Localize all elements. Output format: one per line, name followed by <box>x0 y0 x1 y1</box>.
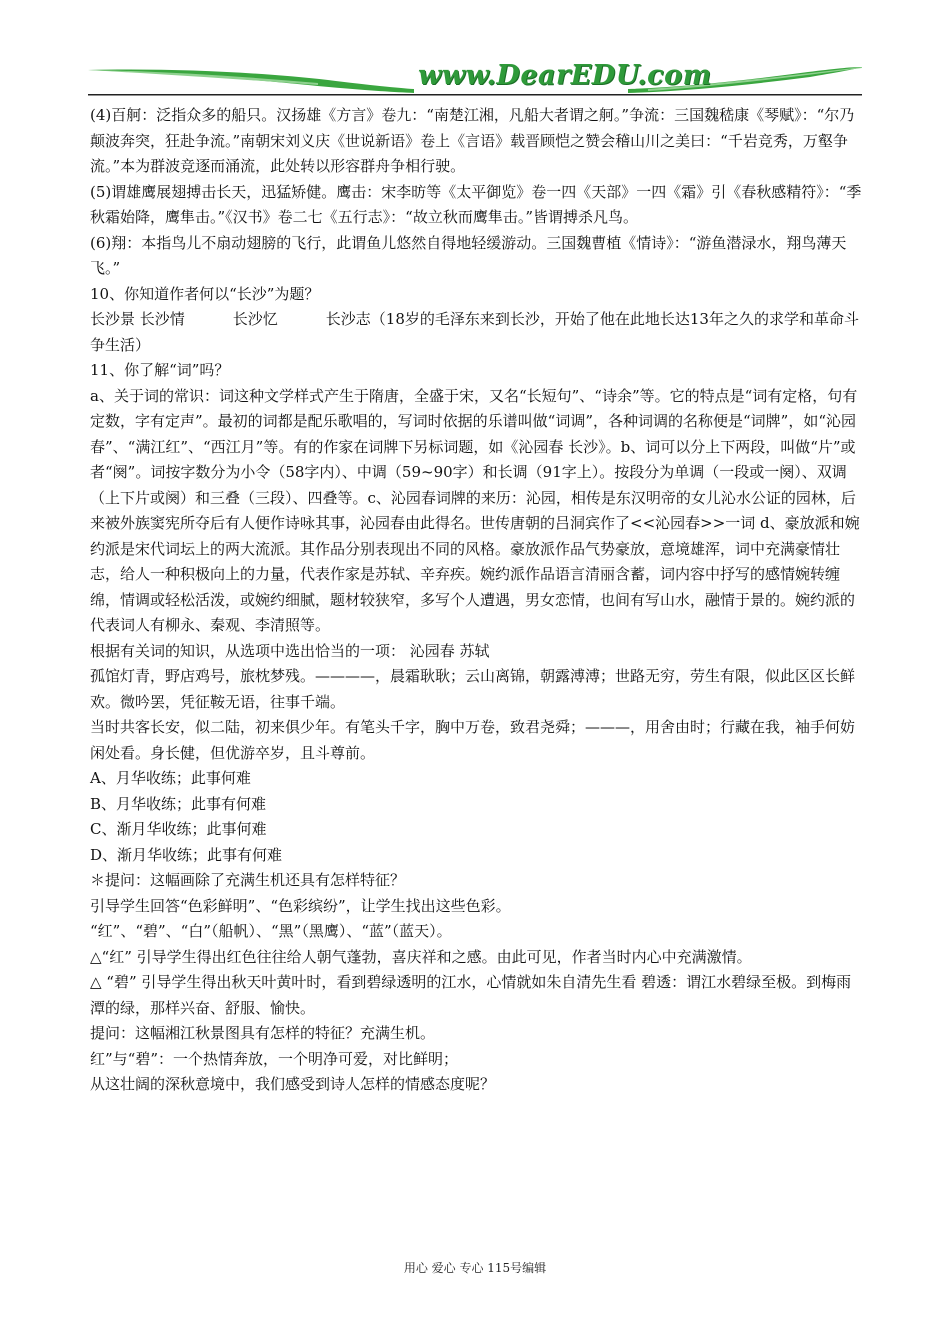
question-scene: 提问：这幅湘江秋景图具有怎样的特征？充满生机。 <box>90 1024 436 1042</box>
answer-part-c: 长沙志（18岁的毛泽东来到长沙，开始了他在此地长达13年之久的求学和革命斗争生活） <box>90 310 859 354</box>
option-b: B、月华收练；此事有何难 <box>90 794 267 813</box>
page-footer: 用心 爱心 专心 115号编辑 <box>403 1261 547 1275</box>
note-6: (6)翔：本指鸟儿不扇动翅膀的飞行，此谓鱼儿悠然自得地轻缓游动。三国魏曹植《情诗》：“游鱼潜渌水，翔鸟薄天飞。” <box>90 233 847 277</box>
option-c: C、渐月华收练；此事何难 <box>90 820 267 838</box>
exercise-prompt: 根据有关词的知识，从选项中选出恰当的一项： 沁园春 苏轼 <box>90 641 490 660</box>
question-10-answer <box>90 307 862 358</box>
red-analysis: △“红” 引导学生得出红色往往给人朝气蓬勃，喜庆祥和之感。由此可见，作者当时内心中充满激情。 <box>90 947 752 966</box>
question-11: 11、你了解“词”吗？ <box>90 361 230 379</box>
option-d: D、渐月华收练；此事有何难 <box>90 845 283 864</box>
site-header-banner <box>88 58 862 98</box>
ci-knowledge: a、关于词的常识：词这种文学样式产生于隋唐，全盛于宋，又名“长短句”、“诗余”等。它的特点是“词有定格，句有定数，字有定声”。最初的词都是配乐歌唱的，写词时依据的乐谱叫做“词调”，各种词调的名称便是“词牌”，如“沁园春”、“满江红”、“西江月”等。有的作家在词牌下另标词题，如《沁园春 长沙》。b、词可以分上下两段，叫做“片”或者“阕”。词按字数分为小令（58字内）、中调（59~90字）和长调（91字上）。按段分为单调（一段或一阕）、双调（上下片或阕）和三叠（三段）、四叠等。c、沁园春词牌的来历：沁园，相传是东汉明帝的女儿沁水公证的园林，后来被外族窦宪所夺后有人便作诗咏其事，沁园春由此得名。世传唐朝的吕洞宾作了<<沁园春>>一词 d、豪放派和婉约派是宋代词坛上的两大流派。其作品分别表现出不同的风格。豪放派作品气势豪放，意境雄浑，词中充满豪情壮志，给人一种积极向上的力量，代表作家是苏轼、辛弃疾。婉约派作品语言清丽含蓄，词内容中抒写的感情婉转缠绵，情调或轻松活泼，或婉约细腻，题材较狭窄，多写个人遭遇，男女恋情，也间有写山水，融情于景的。婉约派的代表词人有柳永、秦观、李清照等。 <box>90 386 860 634</box>
answer-part-b: 长沙忆 <box>232 310 278 328</box>
question-10: 10、你知道作者何以“长沙”为题？ <box>90 284 320 303</box>
green-analysis: △ “碧” 引导学生得出秋天叶黄叶时，看到碧绿透明的江水，心情就如朱自清先生看 碧透：谓江水碧绿至极。到梅雨潭的绿，那样兴奋、舒服、愉快。 <box>90 973 852 1017</box>
note-5: (5)谓雄鹰展翅搏击长天，迅猛矫健。鹰击：宋李昉等《太平御览》卷一四《天部》一四《霜》引《春秋感精符》：“季秋霜始降，鹰隼击。”《汉书》卷二七《五行志》：“故立秋而鹰隼击。”皆谓搏杀凡鸟。 <box>90 182 862 226</box>
guide-colors: 引导学生回答“色彩鲜明”、“色彩缤纷”，让学生找出这些色彩。 <box>90 896 511 915</box>
color-list: “红”、“碧”、“白”（船帆）、“黑”（黑鹰）、“蓝”（蓝天）。 <box>90 922 452 940</box>
poem-stanza-2: 当时共客长安，似二陆，初来俱少年。有笔头千字，胸中万卷，致君尧舜；———，用舍由时；行藏在我，袖手何妨闲处看。身长健，但优游卒岁，且斗尊前。 <box>90 718 856 762</box>
poem-stanza-1: 孤馆灯青，野店鸡号，旅枕梦残。————，晨霜耿耿；云山离锦，朝露溥溥；世路无穷，劳生有限，似此区区长鲜欢。微吟罢，凭征鞍无语，往事千端。 <box>90 667 856 711</box>
site-logo-text: www.DearEDU.com <box>418 60 712 91</box>
contrast-note: 红”与“碧”：一个热情奔放，一个明净可爱，对比鲜明； <box>90 1049 459 1068</box>
question-emotion: 从这壮阔的深秋意境中，我们感受到诗人怎样的情感态度呢？ <box>90 1075 496 1093</box>
document-body <box>90 103 862 1098</box>
answer-part-a: 长沙景 长沙情 <box>90 310 185 328</box>
question-painting: ＊提问：这幅画除了充满生机还具有怎样特征？ <box>90 871 406 889</box>
option-a: A、月华收练；此事何难 <box>90 769 251 787</box>
note-4: (4)百舸：泛指众多的船只。汉扬雄《方言》卷九：“南楚江湘，凡船大者谓之舸。”争流：三国魏嵇康《琴赋》：“尔乃颠波奔突，狂赴争流。”南朝宋刘义庆《世说新语》卷上《言语》载晋顾恺之赞会稽山川之美曰：“千岩竞秀，万壑争流。”本为群波竞逐而涌流，此处转以形容群舟争相行驶。 <box>90 106 855 175</box>
